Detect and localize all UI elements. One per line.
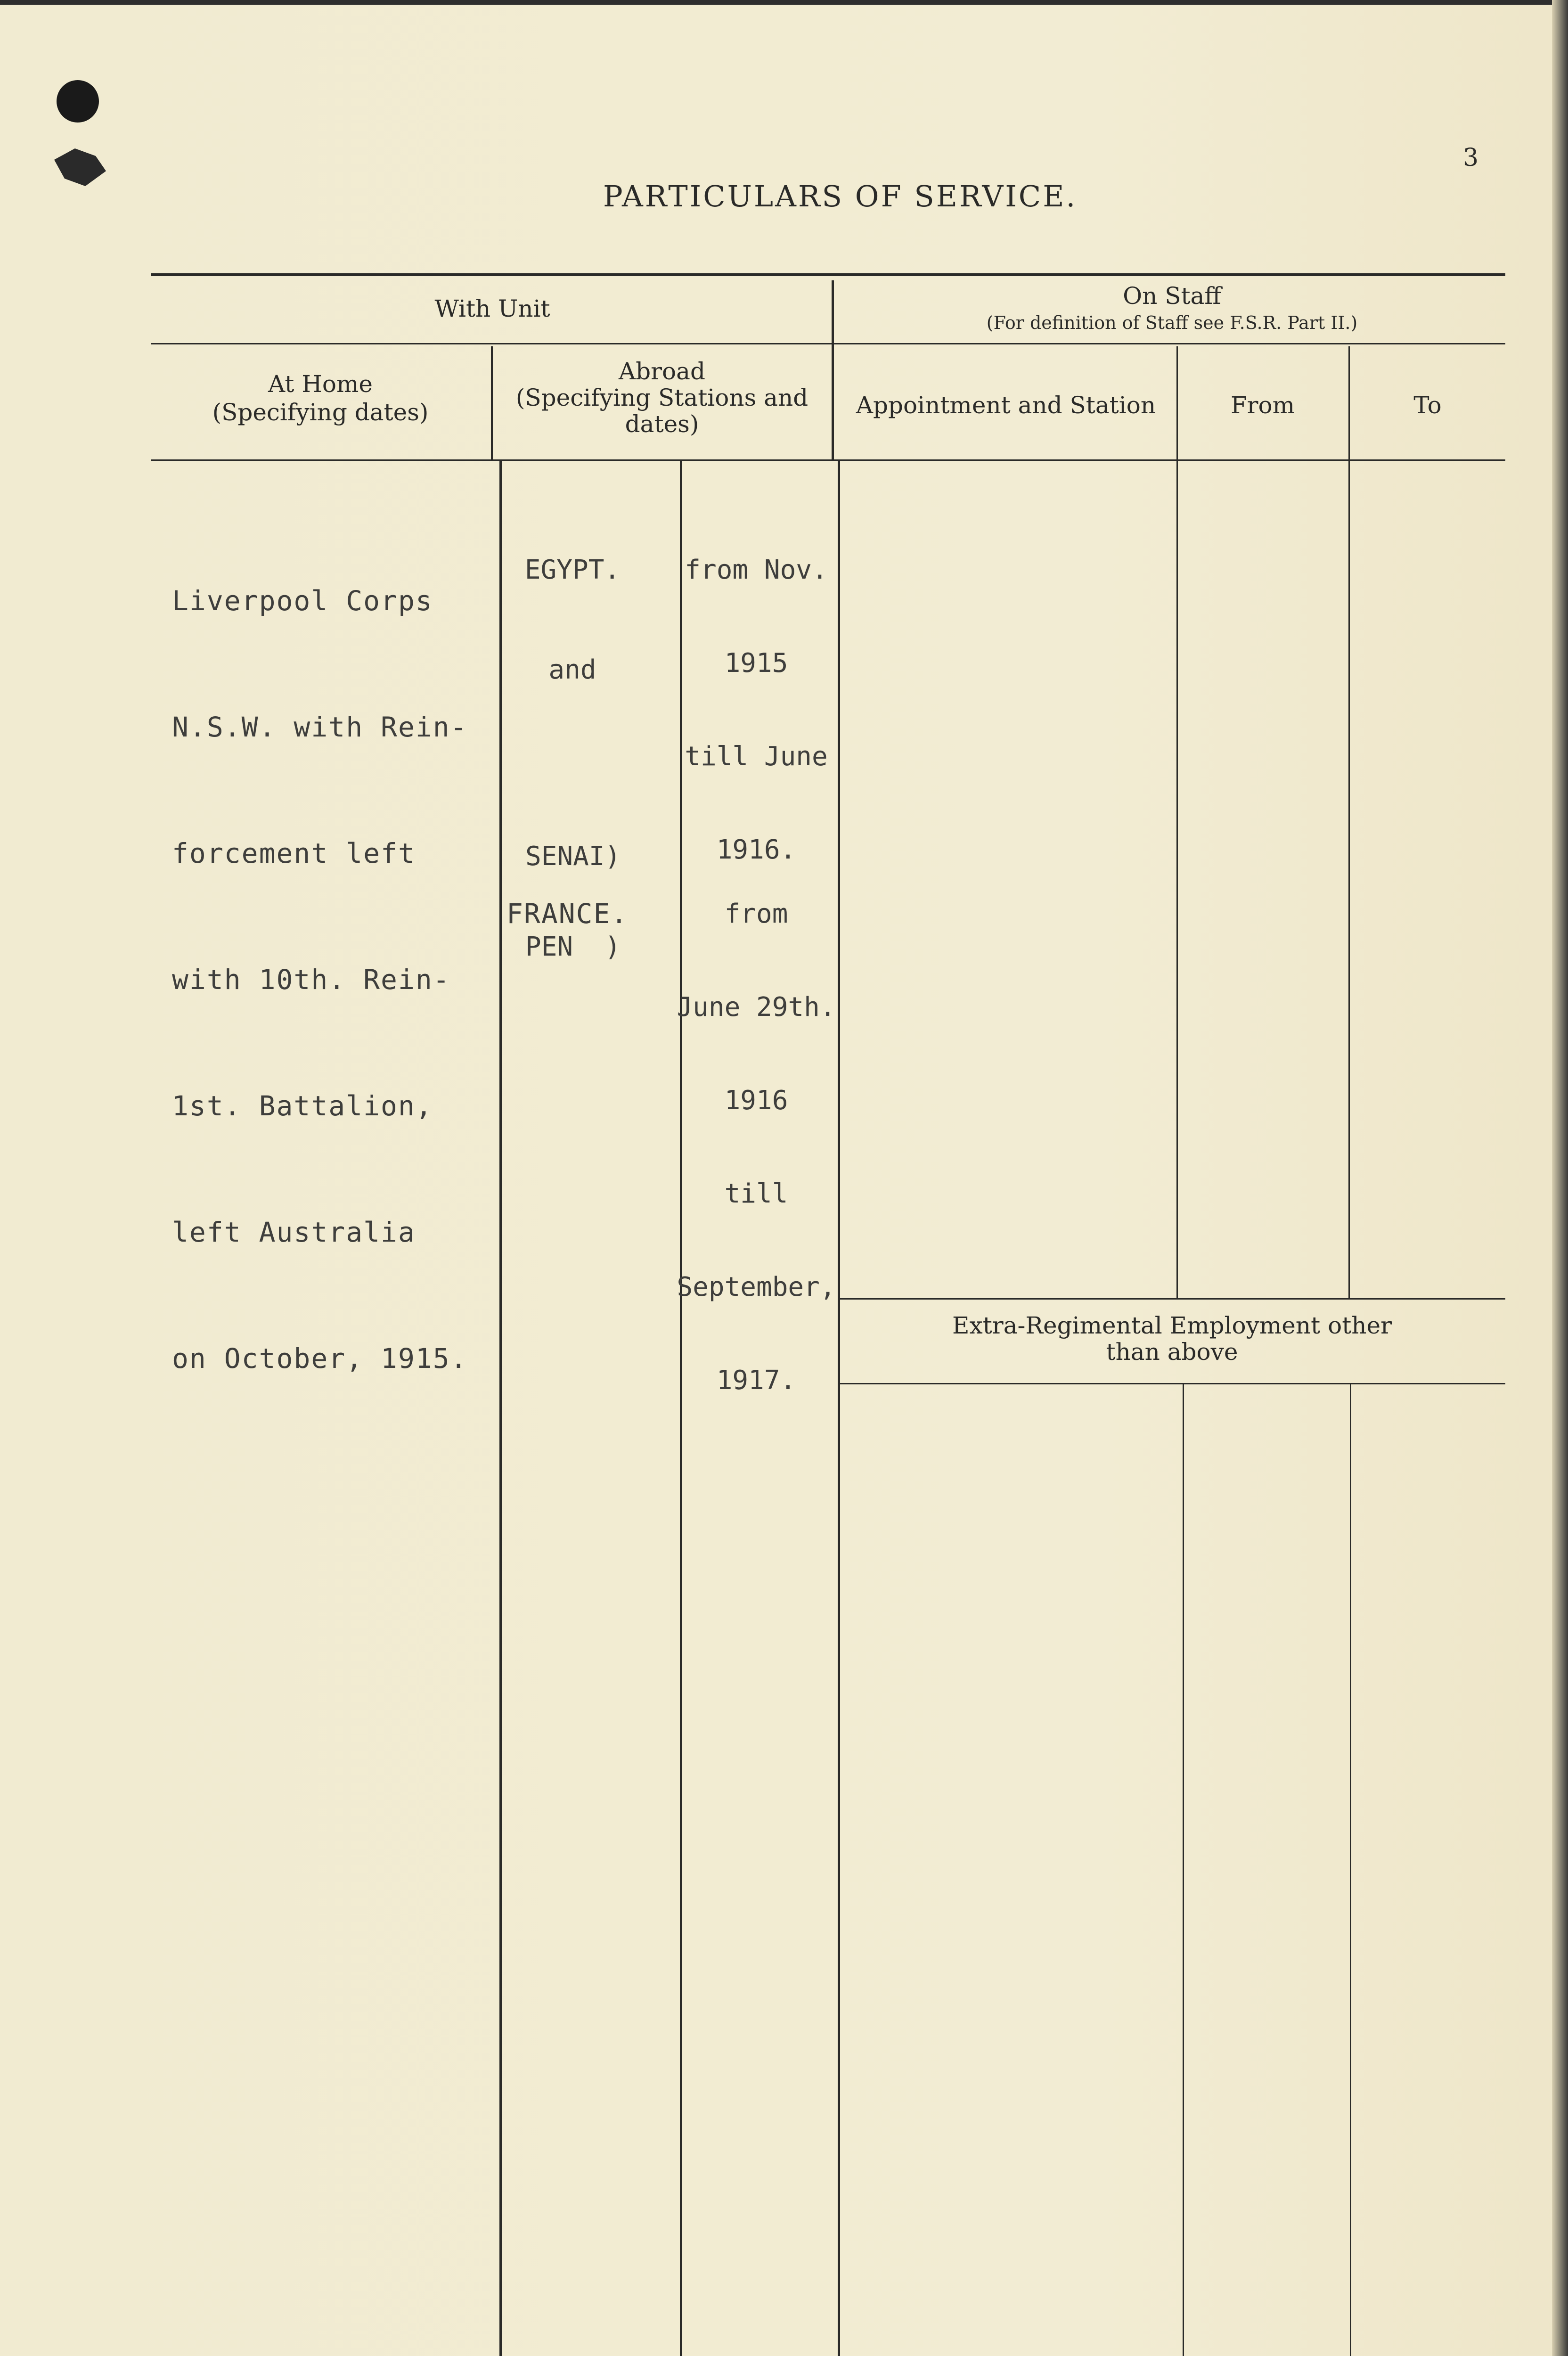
page-number: 3 [1463, 144, 1479, 172]
at-home-line: 1st. Battalion, [172, 1090, 433, 1122]
rule-header-mid [151, 343, 1505, 344]
abroad-dates-france [667, 836, 846, 1427]
header-abroad-line2: (Specifying Stations and [515, 384, 808, 411]
scan-edge-top [0, 0, 1568, 5]
station-line: PEN ) [525, 932, 621, 962]
col-divider-extra-from [1183, 1384, 1184, 2356]
header-on-staff: On Staff [1123, 282, 1221, 310]
spacer [511, 748, 634, 779]
station-line: and [548, 654, 596, 685]
header-abroad [495, 358, 829, 437]
header-to: To [1413, 392, 1442, 419]
header-at-home [155, 370, 485, 426]
date-line: September, [677, 1272, 836, 1302]
date-line: till June [685, 741, 828, 772]
date-line: from Nov. [685, 555, 828, 585]
header-abroad-line3: dates) [625, 410, 699, 438]
at-home-line: left Australia [172, 1216, 416, 1248]
at-home-entry [172, 521, 468, 1437]
punch-hole [57, 80, 99, 123]
col-divider-staff [832, 280, 834, 459]
at-home-line: Liverpool Corps [172, 585, 433, 617]
rule-extra-top [839, 1298, 1505, 1300]
date-line: from [724, 899, 788, 929]
at-home-line: with 10th. Rein- [172, 964, 450, 996]
date-line: 1915 [724, 648, 788, 679]
header-at-home-line2: (Specifying dates) [212, 399, 429, 426]
scan-edge-right [1552, 0, 1568, 2356]
title-text: PARTICULARS OF SERVICE. [603, 179, 1078, 213]
at-home-line: N.S.W. with Rein- [172, 711, 468, 743]
date-line: 1917. [716, 1365, 796, 1396]
date-line: 1916. [716, 834, 796, 865]
date-line: June 29th. [677, 992, 836, 1023]
rule-extra-bottom [839, 1383, 1505, 1384]
rule-top [151, 273, 1505, 276]
date-line: till [724, 1178, 788, 1209]
header-extra-employment [839, 1312, 1505, 1365]
header-extra-line2: than above [1106, 1338, 1238, 1366]
col-divider-home [491, 346, 493, 459]
at-home-line: on October, 1915. [172, 1342, 468, 1374]
col-divider-to [1348, 346, 1350, 1298]
date-line: 1916 [724, 1085, 788, 1116]
station-line: EGYPT. [524, 555, 621, 585]
station-line: SENAI) [525, 841, 621, 872]
header-at-home-line1: At Home [268, 370, 373, 398]
col-divider-from [1176, 346, 1178, 1298]
header-with-unit: With Unit [434, 295, 550, 322]
col-divider-extra-to [1350, 1384, 1351, 2356]
at-home-line: forcement left [172, 837, 416, 869]
header-extra-line1: Extra-Regimental Employment other [952, 1312, 1392, 1339]
abroad-station-france: FRANCE. [506, 898, 629, 930]
header-on-staff-note: (For definition of Staff see F.S.R. Part II.) [986, 312, 1358, 333]
header-from: From [1230, 392, 1295, 419]
header-abroad-line1: Abroad [619, 358, 705, 385]
rule-header-bottom [151, 459, 1505, 461]
col-divider-home-body [499, 461, 502, 2356]
header-appointment: Appointment and Station [856, 392, 1156, 419]
